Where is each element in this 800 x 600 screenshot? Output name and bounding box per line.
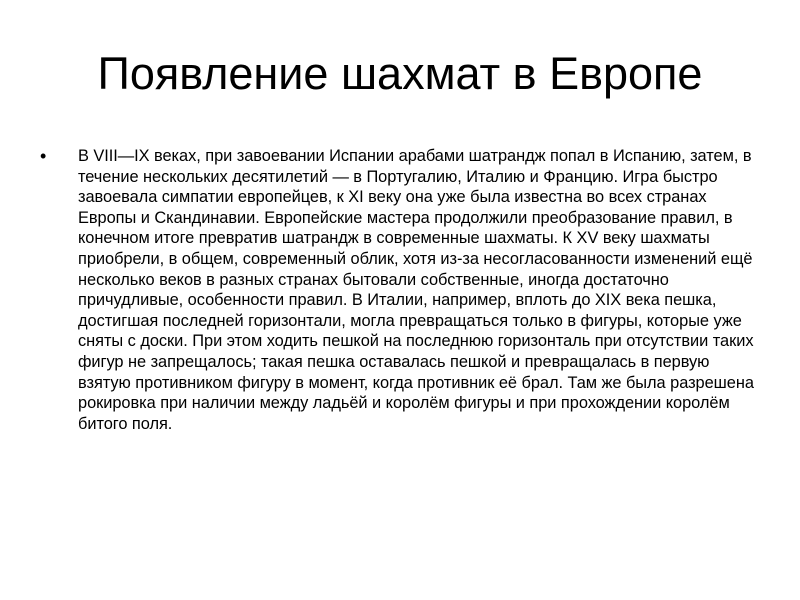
slide-title: Появление шахмат в Европе [97, 48, 703, 99]
bullet-text: В VIII—IX веках, при завоевании Испании арабами шатрандж попал в Испанию, затем, в течение нескольких десятилетий — в Португалию, Италию и Францию. Игра быстро завоевала симпатии европейцев, к XI веку она уже была известна во всех странах Европы и Скандинавии. Европейские мастера продолжили преобразование правил, в конечном итоге превратив шатрандж в современные шахматы. К XV веку шахматы приобрели, в общем, современный облик, хотя из-за несогласованности изменений ещё несколько веков в разных странах бытовали собственные, иногда достаточно причудливые, особенности правил. В Италии, например, вплоть до XIX века пешка, достигшая последней горизонтали, могла превращаться только в фигуры, которые уже сняты с доски. При этом ходить пешкой на последнюю горизонталь при отсутствии таких фигур не запрещалось; такая пешка оставалась пешкой и превращалась в первую взятую противником фигуру в момент, когда противник её брал. Там же была разрешена рокировка при наличии между ладьёй и королём фигуры и при прохождении королём битого поля. [78, 147, 754, 433]
bullet-marker: • [40, 146, 47, 166]
bullet-item [40, 146, 760, 434]
bullet-list [40, 146, 760, 434]
